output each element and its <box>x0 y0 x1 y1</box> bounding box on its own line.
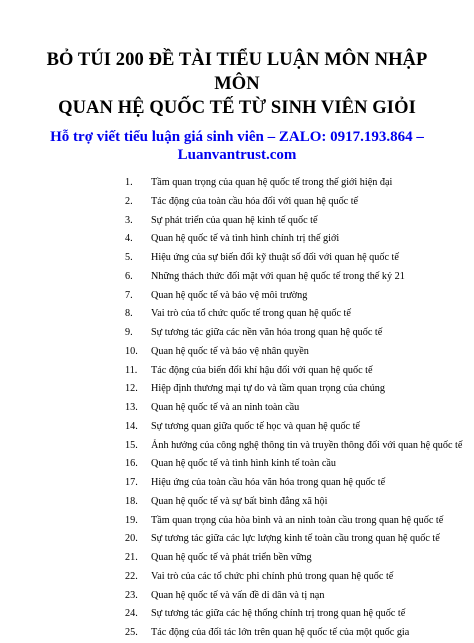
list-item-number: 24. <box>125 608 138 620</box>
list-item <box>0 287 474 306</box>
list-item <box>0 474 474 493</box>
list-item-number: 4. <box>125 233 133 245</box>
title-line-2: QUAN HỆ QUỐC TẾ TỪ SINH VIÊN GIỎI <box>58 98 416 118</box>
list-item-text: Những thách thức đối mặt với quan hệ quốc tế trong thế kỷ 21 <box>151 270 405 282</box>
list-item <box>0 249 474 268</box>
list-item <box>0 230 474 249</box>
list-item-text: Tầm quan trọng của hòa bình và an ninh toàn cầu trong quan hệ quốc tế <box>151 514 444 526</box>
list-item <box>0 174 474 193</box>
list-item <box>0 362 474 381</box>
list-item-text: Quan hệ quốc tế và phát triển bền vững <box>151 552 312 563</box>
list-item-text: Sự tương tác giữa các nền văn hóa trong quan hệ quốc tế <box>151 327 383 338</box>
list-item-number: 11. <box>125 364 138 376</box>
list-item-text: Quan hệ quốc tế và tình hình kinh tế toàn cầu <box>151 458 337 470</box>
list-item <box>0 493 474 512</box>
list-item <box>0 587 474 606</box>
list-item-number: 6. <box>125 270 133 282</box>
list-item <box>0 455 474 474</box>
list-item-number: 13. <box>125 402 138 413</box>
list-item-number: 19. <box>125 514 138 526</box>
support-contact-link[interactable]: Hỗ trợ viết tiểu luận giá sinh viên – ZALO: 0917.193.864 – <box>50 129 424 145</box>
list-item-number: 10. <box>125 345 138 357</box>
list-item <box>0 305 474 324</box>
list-item-text: Hiệp định thương mại tự do và tầm quan trọng của chúng <box>151 383 385 395</box>
list-item-number: 5. <box>125 252 133 263</box>
list-item-number: 17. <box>125 477 138 488</box>
list-item-number: 12. <box>125 383 138 395</box>
list-item-number: 14. <box>125 420 138 432</box>
list-item-text: Tác động của đối tác lớn trên quan hệ quốc tế của một quốc gia <box>151 627 410 638</box>
topic-list <box>0 174 474 643</box>
list-item-text: Ảnh hưởng của công nghệ thông tin và truyền thông đối với quan hệ quốc tế <box>151 439 463 451</box>
list-item-text: Sự tương tác giữa các hệ thống chính trị trong quan hệ quốc tế <box>151 608 406 620</box>
list-item-text: Quan hệ quốc tế và vấn đề di dân và tị nạn <box>151 589 325 601</box>
list-item-text: Sự tương tác giữa các lực lượng kinh tế toàn cầu trong quan hệ quốc tế <box>151 533 440 545</box>
list-item-number: 9. <box>125 327 133 338</box>
list-item-text: Sự tương quan giữa quốc tế học và quan hệ quốc tế <box>151 420 360 432</box>
list-item <box>0 399 474 418</box>
list-item-number: 2. <box>125 195 133 207</box>
list-item <box>0 343 474 362</box>
list-item <box>0 437 474 456</box>
list-item-number: 1. <box>125 177 133 188</box>
list-item <box>0 380 474 399</box>
list-item-text: Tác động của biến đổi khí hậu đối với quan hệ quốc tế <box>151 364 373 376</box>
list-item-number: 16. <box>125 458 138 470</box>
list-item-text: Hiệu ứng của toàn cầu hóa văn hóa trong quan hệ quốc tế <box>151 477 386 488</box>
list-item <box>0 193 474 212</box>
list-item-text: Tác động của toàn cầu hóa đối với quan hệ quốc tế <box>151 195 359 207</box>
list-item-number: 15. <box>125 439 138 451</box>
list-item <box>0 530 474 549</box>
list-item-text: Quan hệ quốc tế và an ninh toàn cầu <box>151 402 300 413</box>
list-item-text: Hiệu ứng của sự biến đổi kỹ thuật số đối với quan hệ quốc tế <box>151 252 399 263</box>
list-item-text: Quan hệ quốc tế và bảo vệ nhân quyền <box>151 345 309 357</box>
support-info <box>22 128 452 164</box>
list-item <box>0 624 474 643</box>
list-item-text: Vai trò của tổ chức quốc tế trong quan hệ quốc tế <box>151 308 351 320</box>
list-item-number: 25. <box>125 627 138 638</box>
title-line-1: BỎ TÚI 200 ĐỀ TÀI TIỂU LUẬN MÔN NHẬP MÔN <box>46 50 428 94</box>
list-item-number: 7. <box>125 289 133 301</box>
website-link[interactable]: Luanvantrust.com <box>177 147 297 163</box>
list-item-text: Sự phát triển của quan hệ kinh tế quốc tế <box>151 214 318 226</box>
list-item <box>0 549 474 568</box>
list-item-number: 22. <box>125 570 138 582</box>
list-item-number: 3. <box>125 214 133 226</box>
list-item-text: Quan hệ quốc tế và bảo vệ môi trường <box>151 289 308 301</box>
list-item-number: 21. <box>125 552 138 563</box>
list-item <box>0 418 474 437</box>
list-item-number: 8. <box>125 308 133 320</box>
list-item-text: Quan hệ quốc tế và tình hình chính trị thế giới <box>151 233 340 245</box>
list-item-text: Vai trò của các tổ chức phi chính phủ trong quan hệ quốc tế <box>151 570 394 582</box>
list-item-text: Quan hệ quốc tế và sự bất bình đẳng xã hội <box>151 495 328 507</box>
list-item <box>0 605 474 624</box>
list-item <box>0 268 474 287</box>
list-item-number: 20. <box>125 533 138 545</box>
list-item <box>0 568 474 587</box>
list-item-number: 23. <box>125 589 138 601</box>
document-title <box>22 48 452 120</box>
list-item-number: 18. <box>125 495 138 507</box>
list-item <box>0 324 474 343</box>
list-item <box>0 212 474 231</box>
list-item <box>0 512 474 531</box>
list-item-text: Tầm quan trọng của quan hệ quốc tế trong thế giới hiện đại <box>151 177 393 188</box>
